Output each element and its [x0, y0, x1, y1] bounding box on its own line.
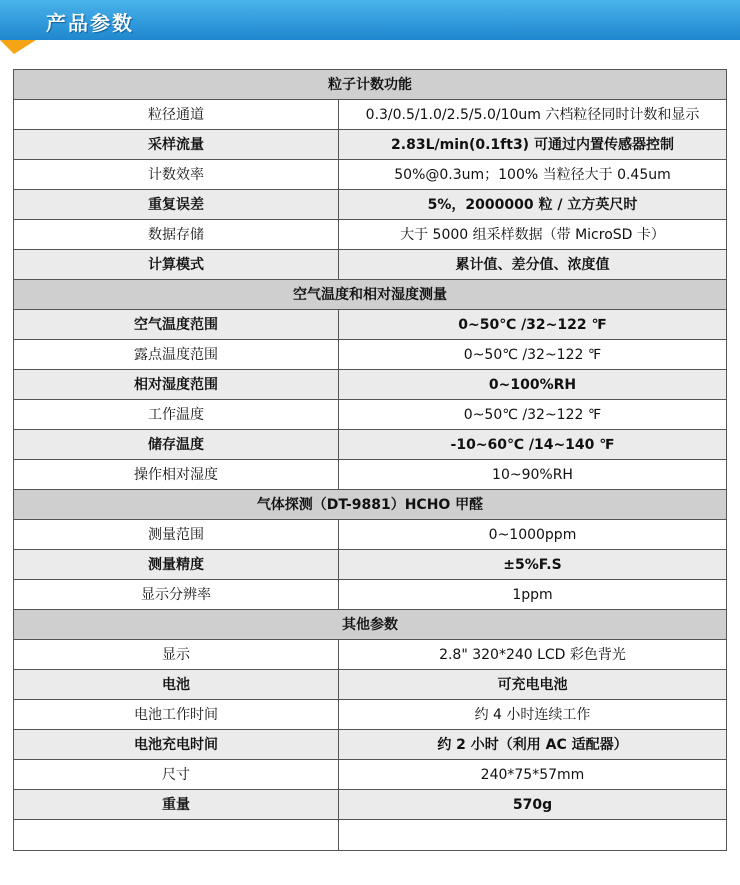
- table-row: [14, 580, 727, 610]
- row-label: 空气温度范围: [14, 310, 339, 340]
- table-row: [14, 160, 727, 190]
- section-title: 空气温度和相对湿度测量: [14, 280, 727, 310]
- row-label: 计数效率: [14, 160, 339, 190]
- row-label: 测量精度: [14, 550, 339, 580]
- row-label: 电池: [14, 670, 339, 700]
- empty-row: [14, 820, 727, 851]
- empty-cell: [14, 820, 339, 851]
- row-value: 2.83L/min(0.1ft3) 可通过内置传感器控制: [339, 130, 727, 160]
- row-value: 约 2 小时（利用 AC 适配器）: [339, 730, 727, 760]
- row-label: 粒径通道: [14, 100, 339, 130]
- row-value: 50%@0.3um；100% 当粒径大于 0.45um: [339, 160, 727, 190]
- table-row: [14, 220, 727, 250]
- table-row: [14, 310, 727, 340]
- row-value: 1ppm: [339, 580, 727, 610]
- table-row: [14, 670, 727, 700]
- row-value: 2.8" 320*240 LCD 彩色背光: [339, 640, 727, 670]
- table-row: [14, 520, 727, 550]
- row-label: 显示: [14, 640, 339, 670]
- table-row: [14, 760, 727, 790]
- row-label: 尺寸: [14, 760, 339, 790]
- row-value: 5%，2000000 粒 / 立方英尺时: [339, 190, 727, 220]
- section-header-temperature: [14, 280, 727, 310]
- row-value: 0~100%RH: [339, 370, 727, 400]
- table-row: [14, 460, 727, 490]
- row-label: 露点温度范围: [14, 340, 339, 370]
- table-row: [14, 430, 727, 460]
- section-title: 其他参数: [14, 610, 727, 640]
- table-row: [14, 640, 727, 670]
- table-row: [14, 730, 727, 760]
- row-value: 0~1000ppm: [339, 520, 727, 550]
- row-value: 0~50℃ /32~122 ℉: [339, 400, 727, 430]
- row-label: 重复误差: [14, 190, 339, 220]
- table-row: [14, 190, 727, 220]
- spec-table-body: [14, 70, 727, 851]
- table-row: [14, 550, 727, 580]
- header-banner: [0, 0, 740, 56]
- row-label: 数据存储: [14, 220, 339, 250]
- row-value: 0.3/0.5/1.0/2.5/5.0/10um 六档粒径同时计数和显示: [339, 100, 727, 130]
- row-label: 采样流量: [14, 130, 339, 160]
- row-label: 显示分辨率: [14, 580, 339, 610]
- row-label: 储存温度: [14, 430, 339, 460]
- section-header-gas: [14, 490, 727, 520]
- row-label: 操作相对湿度: [14, 460, 339, 490]
- table-row: [14, 130, 727, 160]
- row-value: -10~60℃ /14~140 ℉: [339, 430, 727, 460]
- row-value: 0~50℃ /32~122 ℉: [339, 340, 727, 370]
- section-header-other: [14, 610, 727, 640]
- row-value: 10~90%RH: [339, 460, 727, 490]
- empty-cell: [339, 820, 727, 851]
- row-label: 测量范围: [14, 520, 339, 550]
- row-value: 240*75*57mm: [339, 760, 727, 790]
- row-value: ±5%F.S: [339, 550, 727, 580]
- table-row: [14, 790, 727, 820]
- page-title: 产品参数: [46, 11, 134, 35]
- banner-flag-ribbon: [0, 40, 36, 54]
- table-row: [14, 250, 727, 280]
- row-value: 大于 5000 组采样数据（带 MicroSD 卡）: [339, 220, 727, 250]
- spec-table: [13, 69, 727, 851]
- table-row: [14, 400, 727, 430]
- table-row: [14, 370, 727, 400]
- section-title: 粒子计数功能: [14, 70, 727, 100]
- row-value: 0~50℃ /32~122 ℉: [339, 310, 727, 340]
- row-label: 电池工作时间: [14, 700, 339, 730]
- row-label: 相对湿度范围: [14, 370, 339, 400]
- row-value: 可充电电池: [339, 670, 727, 700]
- row-label: 计算模式: [14, 250, 339, 280]
- table-row: [14, 340, 727, 370]
- section-header-particle: [14, 70, 727, 100]
- section-title: 气体探测（DT-9881）HCHO 甲醛: [14, 490, 727, 520]
- row-label: 重量: [14, 790, 339, 820]
- table-row: [14, 100, 727, 130]
- row-label: 电池充电时间: [14, 730, 339, 760]
- table-row: [14, 700, 727, 730]
- row-value: 570g: [339, 790, 727, 820]
- row-value: 约 4 小时连续工作: [339, 700, 727, 730]
- row-value: 累计值、差分值、浓度值: [339, 250, 727, 280]
- row-label: 工作温度: [14, 400, 339, 430]
